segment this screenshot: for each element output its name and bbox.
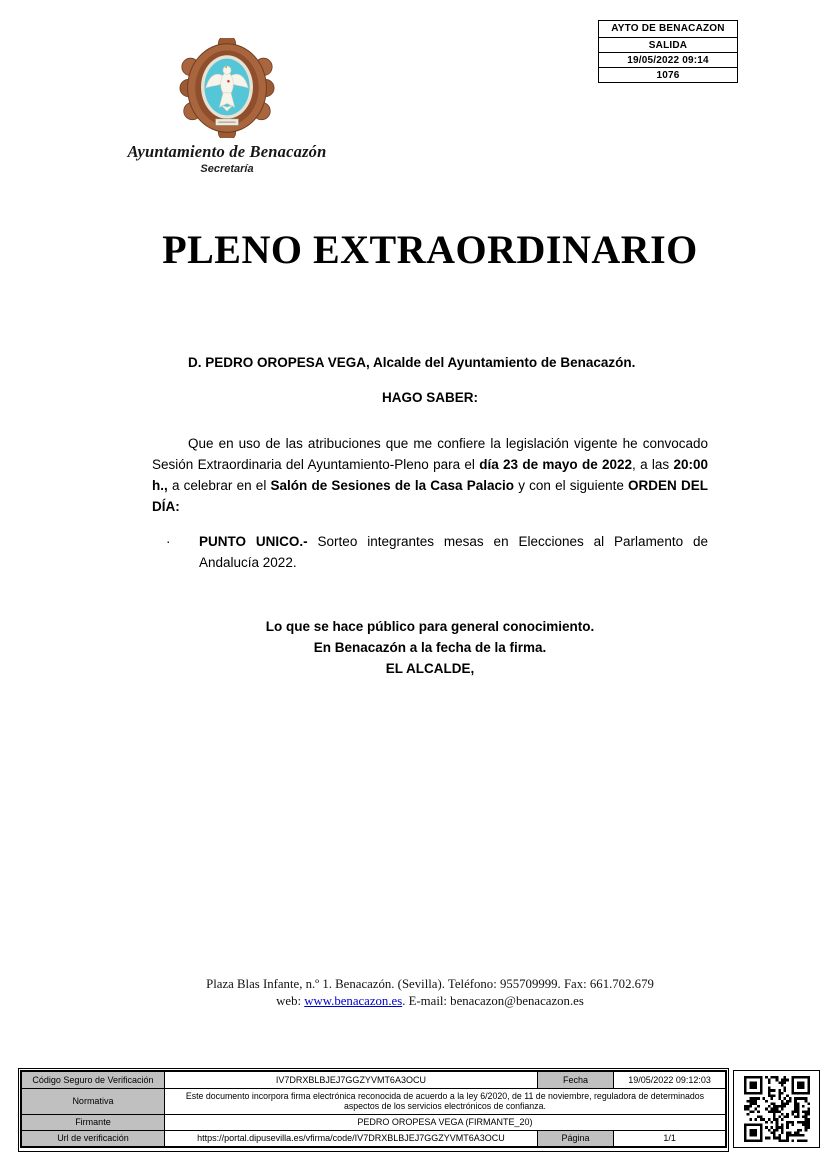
csv-label: Código Seguro de Verificación: [21, 1071, 164, 1088]
pagina-value: 1/1: [614, 1130, 726, 1147]
agenda-item-text: [199, 531, 708, 573]
salutation-line: [152, 355, 708, 370]
paragraph-segment: Que en uso de las atribuciones que me confiere la legislación vigente he convocado Sesión Extraordinaria del Ayuntamiento-Pleno para el: [152, 436, 708, 472]
table-row-csv: [21, 1071, 726, 1088]
closing-line-signer: EL ALCALDE,: [385, 661, 475, 676]
web-label: web:: [276, 994, 305, 1008]
agenda-item: [166, 531, 708, 573]
session-time: 20:00 h.,: [152, 457, 708, 493]
stamp-org-line: AYTO DE BENACAZON: [611, 23, 725, 34]
verification-table: [20, 1070, 727, 1148]
fecha-value: 19/05/2022 09:12:03: [614, 1071, 726, 1088]
org-header: [113, 38, 341, 175]
url-label: Url de verificación: [21, 1130, 164, 1147]
url-value: https://portal.dipusevilla.es/vfirma/code/IV7DRXBLBJEJ7GGZYVMT6A3OCU: [164, 1130, 537, 1147]
closing-line-place: En Benacazón a la fecha de la firma.: [313, 640, 547, 655]
stamp-datetime: 19/05/2022 09:14: [599, 52, 737, 67]
firmante-value: PEDRO OROPESA VEGA (FIRMANTE_20): [164, 1114, 726, 1130]
stamp-salida-line: SALIDA: [599, 37, 737, 52]
mayor-name: D. PEDRO OROPESA VEGA: [188, 355, 367, 370]
email-text: . E-mail: benacazon@benacazon.es: [402, 994, 584, 1008]
hago-saber-heading: HAGO SABER:: [381, 390, 478, 405]
registry-stamp: [598, 20, 738, 83]
contact-line: [152, 993, 708, 1010]
pagina-label: Página: [537, 1130, 613, 1147]
session-place: Salón de Sesiones de la Casa Palacio: [270, 478, 515, 493]
paragraph-segment: y con el siguiente: [514, 478, 629, 493]
qr-code-icon: [744, 1076, 810, 1142]
csv-value: IV7DRXBLBJEJ7GGZYVMT6A3OCU: [164, 1071, 537, 1088]
closing-block: [152, 616, 708, 679]
fecha-label: Fecha: [537, 1071, 613, 1088]
town-emblem-dove-icon: [178, 38, 276, 138]
paragraph-segment: a celebrar en el: [167, 478, 271, 493]
document-title: PLENO EXTRAORDINARIO: [162, 227, 698, 272]
bullet-icon: ·: [166, 534, 171, 549]
closing-line-public: Lo que se hace público para general conocimiento.: [265, 619, 595, 634]
firmante-label: Firmante: [21, 1114, 164, 1130]
normativa-value: Este documento incorpora firma electrónica reconocida de acuerdo a la ley 6/2020, de 11 de noviembre, reguladora de determinados aspectos de los servicios electrónicos de confianza.: [164, 1088, 726, 1114]
table-row-firmante: [21, 1114, 726, 1130]
orden-del-dia-label: ORDEN DEL DÍA:: [152, 478, 708, 514]
table-row-normativa: [21, 1088, 726, 1114]
stamp-number: 1076: [599, 67, 737, 82]
table-row-url: [21, 1130, 726, 1147]
org-name: Ayuntamiento de Benacazón: [127, 142, 327, 161]
org-department: Secretaría: [200, 163, 254, 175]
website-link[interactable]: www.benacazon.es: [304, 994, 403, 1008]
address-line: Plaza Blas Infante, n.º 1. Benacazón. (Sevilla). Teléfono: 955709999. Fax: 661.702.679: [206, 977, 654, 991]
normativa-label: Normativa: [21, 1088, 164, 1114]
agenda-item-body: Sorteo integrantes mesas en Elecciones al Parlamento de Andalucía 2022.: [199, 534, 708, 570]
convocation-paragraph: [152, 433, 708, 517]
verification-footer: [18, 1068, 729, 1152]
qr-code-box: [733, 1070, 820, 1148]
agenda-item-label: PUNTO UNICO.-: [199, 534, 308, 549]
footer-address: [152, 976, 708, 1010]
mayor-role: , Alcalde del Ayuntamiento de Benacazón.: [366, 355, 636, 370]
session-date: día 23 de mayo de 2022: [479, 457, 633, 472]
paragraph-segment: , a las: [632, 457, 674, 472]
